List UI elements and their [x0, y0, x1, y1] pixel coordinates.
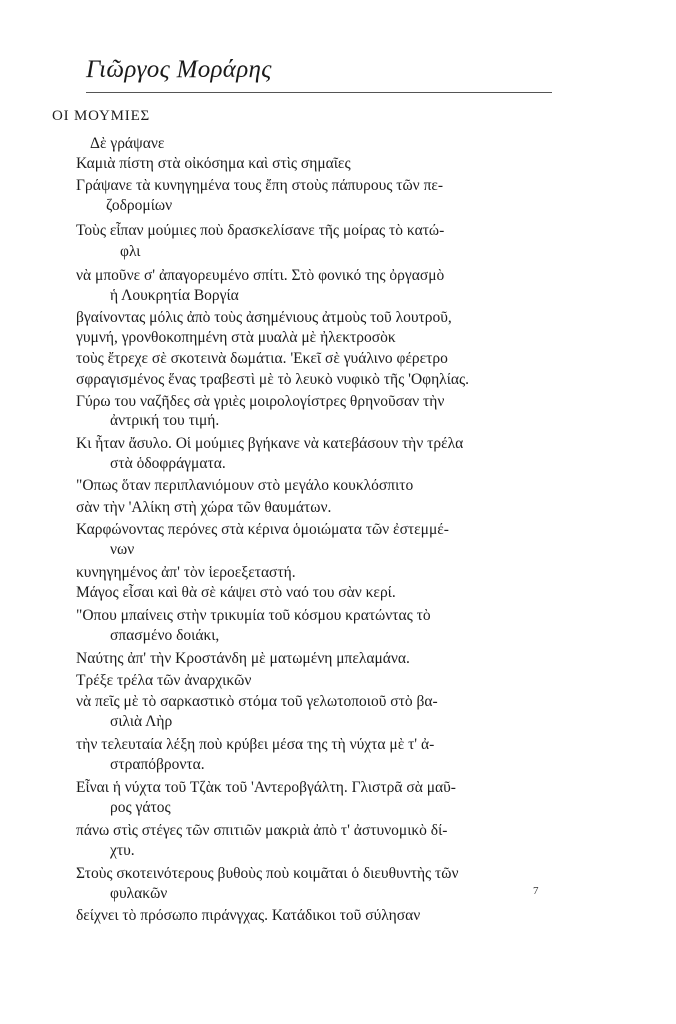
- poem-line: τοὺς ἔτρεχε σὲ σκοτεινὰ δωμάτια. 'Εκεῖ σὲ γυάλινο φέρετρο: [76, 350, 448, 367]
- poem-line: στραπόβροντα.: [110, 756, 205, 773]
- poem-line: Τοὺς εἶπαν μούμιες ποὺ δρασκελίσανε τῆς μοίρας τὸ κατώ-: [76, 222, 445, 239]
- poem-line: χτυ.: [110, 842, 135, 859]
- poem-line: Γύρω του ναζῆδες σὰ γριὲς μοιρολογίστρες θρηνοῦσαν τὴν: [76, 393, 445, 410]
- poem-line: κυνηγημένος ἀπ' τὸν ἱεροεξεταστή.: [76, 564, 296, 581]
- author-name: Γιῶργος Μοράρης: [86, 56, 272, 83]
- poem-line: τὴν τελευταία λέξη ποὺ κρύβει μέσα της τὴ νύχτα μὲ τ' ἀ-: [76, 736, 435, 753]
- poem-line: φλι: [120, 243, 141, 260]
- poem-title: ΟΙ ΜΟΥΜΙΕΣ: [52, 108, 151, 124]
- poem-line: Κι ἦταν ἄσυλο. Οἱ μούμιες βγήκανε νὰ κατεβάσουν τὴν τρέλα: [76, 435, 464, 452]
- poem-line: "Οπου μπαίνεις στὴν τρικυμία τοῦ κόσμου κρατώντας τὸ: [76, 607, 431, 624]
- poem-line: σὰν τὴν 'Αλίκη στὴ χώρα τῶν θαυμάτων.: [76, 499, 332, 516]
- poem-line: νὰ πεῖς μὲ τὸ σαρκαστικὸ στόμα τοῦ γελωτοποιοῦ στὸ βα-: [76, 693, 438, 710]
- poem-line: σπασμένο δοιάκι,: [110, 627, 220, 644]
- poem-line: σφραγισμένος ἕνας τραβεστὶ μὲ τὸ λευκὸ νυφικὸ τῆς 'Οφηλίας.: [76, 371, 470, 388]
- poem-line: σιλιὰ Λὴρ: [110, 713, 173, 730]
- poem-line: πάνω στὶς στέγες τῶν σπιτιῶν μακριὰ ἀπὸ τ' ἀστυνομικὸ δί-: [76, 822, 448, 839]
- poem-line: Τρέξε τρέλα τῶν ἀναρχικῶν: [76, 672, 252, 689]
- poem-line: ἡ Λουκρητία Βοργία: [110, 287, 239, 304]
- poem-line: Ναύτης ἀπ' τὴν Κροστάνδη μὲ ματωμένη μπελαμάνα.: [76, 650, 410, 667]
- poem-line: ρος γάτος: [110, 799, 171, 816]
- poem-line: γυμνή, γρονθοκοπημένη στὰ μυαλὰ μὲ ἠλεκτροσὸκ: [76, 329, 396, 346]
- poem-line: φυλακῶν: [110, 885, 168, 902]
- poem-line: Γράψανε τὰ κυνηγημένα τους ἔπη στοὺς πάπυρους τῶν πε-: [76, 177, 444, 194]
- page-number: 7: [533, 885, 539, 897]
- poem-line: Μάγος εἶσαι καὶ θὰ σὲ κάψει στὸ ναό του σὰν κερί.: [76, 584, 396, 601]
- poem-line: ζοδρομίων: [106, 197, 173, 214]
- poem-line: Καρφώνοντας περόνες στὰ κέρινα ὁμοιώματα τῶν ἐστεμμέ-: [76, 521, 449, 538]
- poem-line: νων: [110, 541, 135, 558]
- poem-line: Καμιὰ πίστη στὰ οἰκόσημα καὶ στὶς σημαῖες: [76, 155, 351, 172]
- poem-line: ἀντρική του τιμή.: [110, 412, 220, 429]
- poem-line: Εἶναι ἡ νύχτα τοῦ Τζὰκ τοῦ 'Αντεροβγάλτη. Γλιστρᾶ σὰ μαῦ-: [76, 779, 456, 796]
- poem-line: δείχνει τὸ πρόσωπο πιράνγχας. Κατάδικοι τοῦ σύλησαν: [76, 907, 421, 924]
- poem-line: νὰ μποῦνε σ' ἀπαγορευμένο σπίτι. Στὸ φονικό της ὀργασμὸ: [76, 267, 445, 284]
- poem-line: Δὲ γράψανε: [90, 135, 165, 152]
- poem-line: βγαίνοντας μόλις ἀπὸ τοὺς ἀσημένιους ἀτμοὺς τοῦ λουτροῦ,: [76, 309, 452, 326]
- poem-line: "Οπως ὅταν περιπλανιόμουν στὸ μεγάλο κουκλόσπιτο: [76, 477, 414, 494]
- poem-line: στὰ ὁδοφράγματα.: [110, 455, 226, 472]
- poem-line: Στοὺς σκοτεινότερους βυθοὺς ποὺ κοιμᾶται ὁ διευθυντὴς τῶν: [76, 865, 459, 882]
